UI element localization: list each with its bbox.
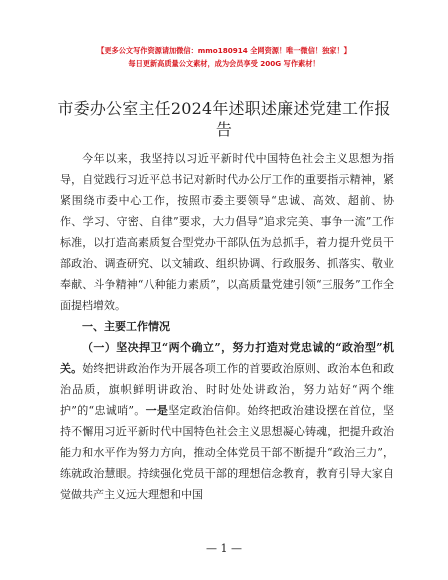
intro-paragraph: 今年以来，我坚持以习近平新时代中国特色社会主义思想为指导，自觉践行习近平总书记对新时代办公厅工作的重要指示精神，紧紧围绕市委中心工作，按照市委主要领导“忠诚、高效、超前、协作、学习、守密、自律”要求，大力倡导“追求完美、事争一流”工作标准，以打造高素质复合型党办干部队伍为总抓手，着力提升党员干部政治、调查研究、以文辅政、组织协调、行政服务、抓落实、敬业奉献、斗争精神“八种能力素质”，以高质量党建引领“三服务”工作全面提档增效。 — [60, 152, 394, 312]
document-body — [60, 148, 394, 505]
promo-banner-line-1: 【更多公文写作资源请加微信：mmo180914 全网资源！唯一微信！独家！】 — [97, 46, 351, 55]
ordinal-label: 一是 — [145, 404, 169, 417]
page-number: — 1 — — [206, 542, 242, 555]
sub-section-paragraph — [60, 337, 394, 505]
sub-section-text-a: 始终把讲政治作为开展各项工作的首要政治原则、政治本色和政治品质，旗帜鲜明讲政治、时时处处讲政治，努力站好“两个维护”的“忠诚哨”。 — [60, 362, 395, 417]
sub-section-text-b: 坚定政治信仰。始终把政治建设摆在首位，坚持不懈用习近平新时代中国特色社会主义思想凝心铸魂，把提升政治能力和水平作为努力方向，推动全体党员干部不断提升“政治三力”，练就政治慧眼。持续强化党员干部的理想信念教育，教育引导大家自觉做共产主义远大理想和中国 — [60, 404, 394, 501]
document-title: 市委办公室主任2024年述职述廉述党建工作报告 — [57, 99, 391, 139]
promo-banner-line-2: 每日更新高质量公文素材，成为会员享受 200G 写作素材！ — [128, 59, 320, 68]
sub-section-heading: （一）坚决捍卫“两个确立”，努力打造对党忠诚的“政治型”机关。 — [60, 341, 394, 375]
section-heading: 一、主要工作情况 — [82, 320, 170, 333]
